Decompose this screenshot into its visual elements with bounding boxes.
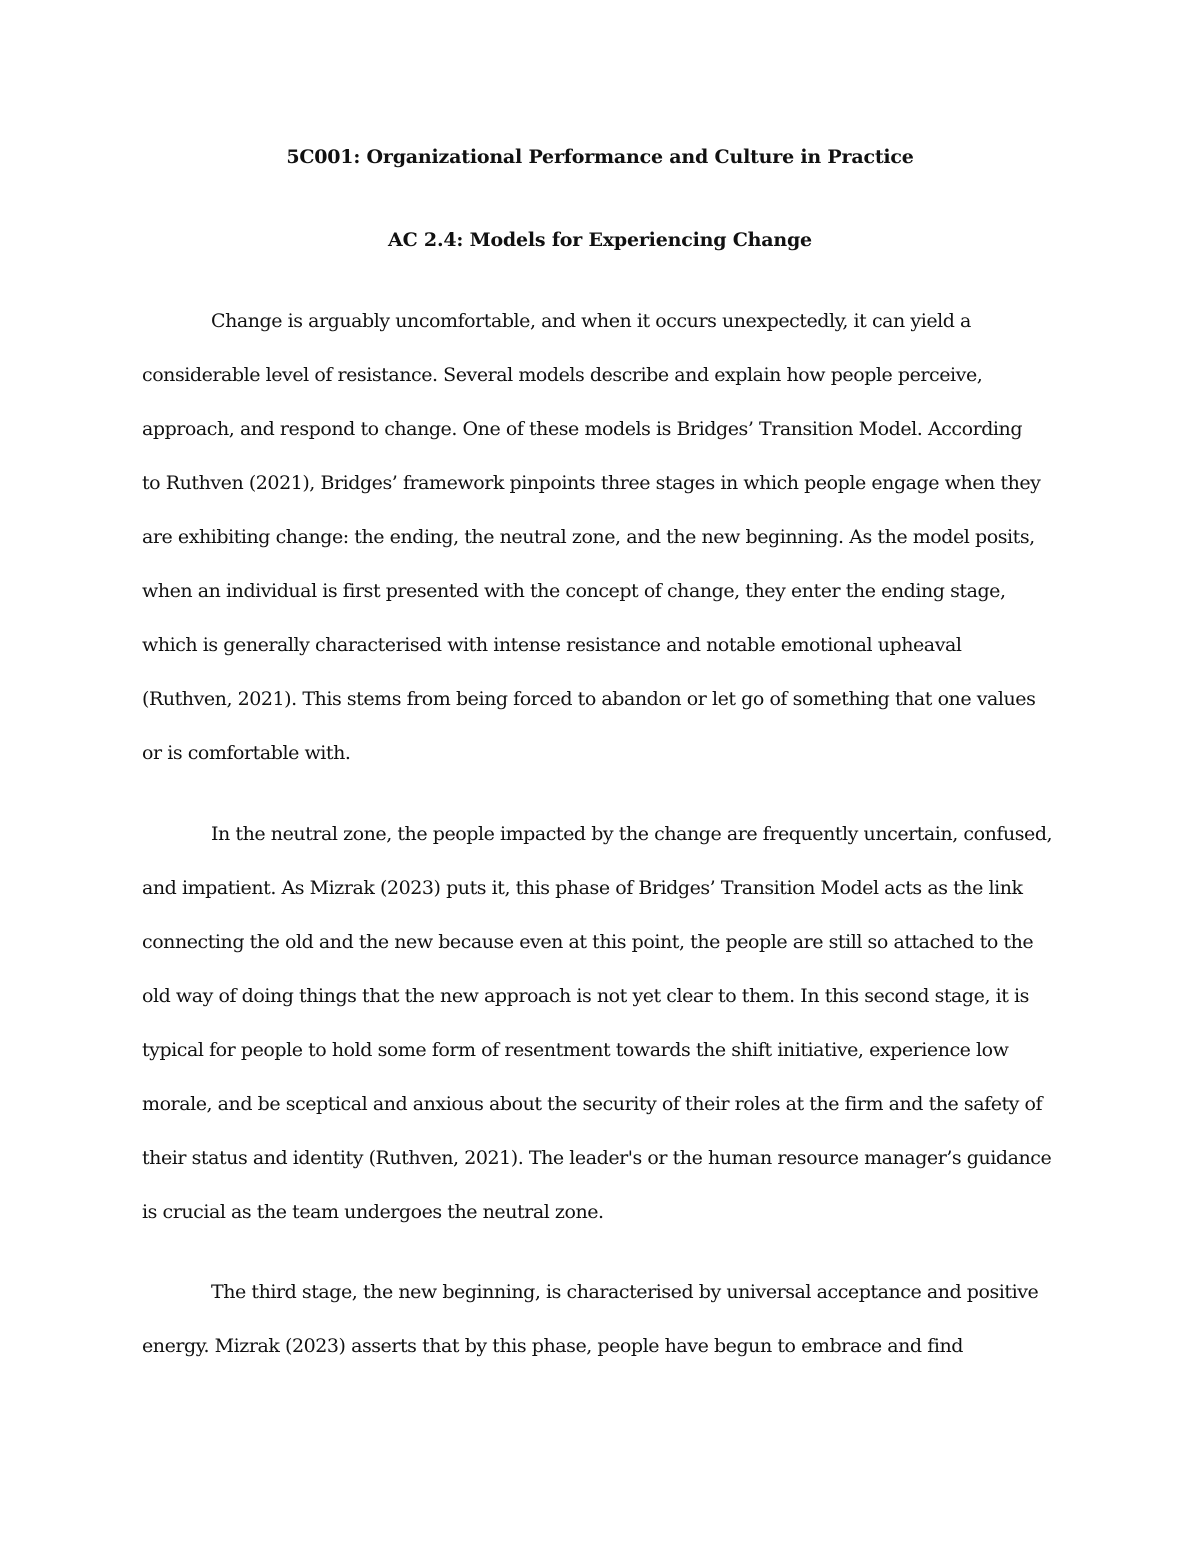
- body-paragraph-3: [142, 1265, 1058, 1373]
- paragraph-line: (Ruthven, 2021). This stems from being forced to abandon or let go of something that one values: [142, 688, 1036, 710]
- paragraph-line: considerable level of resistance. Several models describe and explain how people perceive,: [142, 364, 983, 386]
- paragraph-line: Change is arguably uncomfortable, and when it occurs unexpectedly, it can yield a: [211, 310, 971, 332]
- paragraph-line: which is generally characterised with intense resistance and notable emotional upheaval: [142, 634, 962, 656]
- paragraph-line: are exhibiting change: the ending, the neutral zone, and the new beginning. As the model posits,: [142, 526, 1035, 548]
- paragraph-line: old way of doing things that the new approach is not yet clear to them. In this second stage, it is: [142, 985, 1029, 1007]
- paragraph-line: or is comfortable with.: [142, 742, 351, 764]
- document-title: 5C001: Organizational Performance and Culture in Practice: [286, 146, 914, 168]
- paragraph-line: and impatient. As Mizrak (2023) puts it, this phase of Bridges’ Transition Model acts as the link: [142, 877, 1023, 899]
- paragraph-line: is crucial as the team undergoes the neutral zone.: [142, 1201, 604, 1223]
- paragraph-line: connecting the old and the new because even at this point, the people are still so attached to the: [142, 931, 1034, 953]
- paragraph-line: The third stage, the new beginning, is characterised by universal acceptance and positive: [211, 1281, 1039, 1303]
- paragraph-line: morale, and be sceptical and anxious about the security of their roles at the firm and the safety of: [142, 1093, 1043, 1115]
- paragraph-line: energy. Mizrak (2023) asserts that by this phase, people have begun to embrace and find: [142, 1335, 963, 1357]
- body-paragraph-2: [142, 807, 1058, 1239]
- document-subtitle: AC 2.4: Models for Experiencing Change: [388, 229, 812, 251]
- paragraph-line: In the neutral zone, the people impacted by the change are frequently uncertain, confused,: [211, 823, 1053, 845]
- paragraph-line: when an individual is first presented with the concept of change, they enter the ending stage,: [142, 580, 1006, 602]
- paragraph-line: to Ruthven (2021), Bridges’ framework pinpoints three stages in which people engage when they: [142, 472, 1041, 494]
- paragraph-line: typical for people to hold some form of resentment towards the shift initiative, experience low: [142, 1039, 1009, 1061]
- body-paragraph-1: [142, 294, 1058, 780]
- paragraph-line: approach, and respond to change. One of these models is Bridges’ Transition Model. According: [142, 418, 1023, 440]
- paragraph-line: their status and identity (Ruthven, 2021). The leader's or the human resource manager’s guidance: [142, 1147, 1052, 1169]
